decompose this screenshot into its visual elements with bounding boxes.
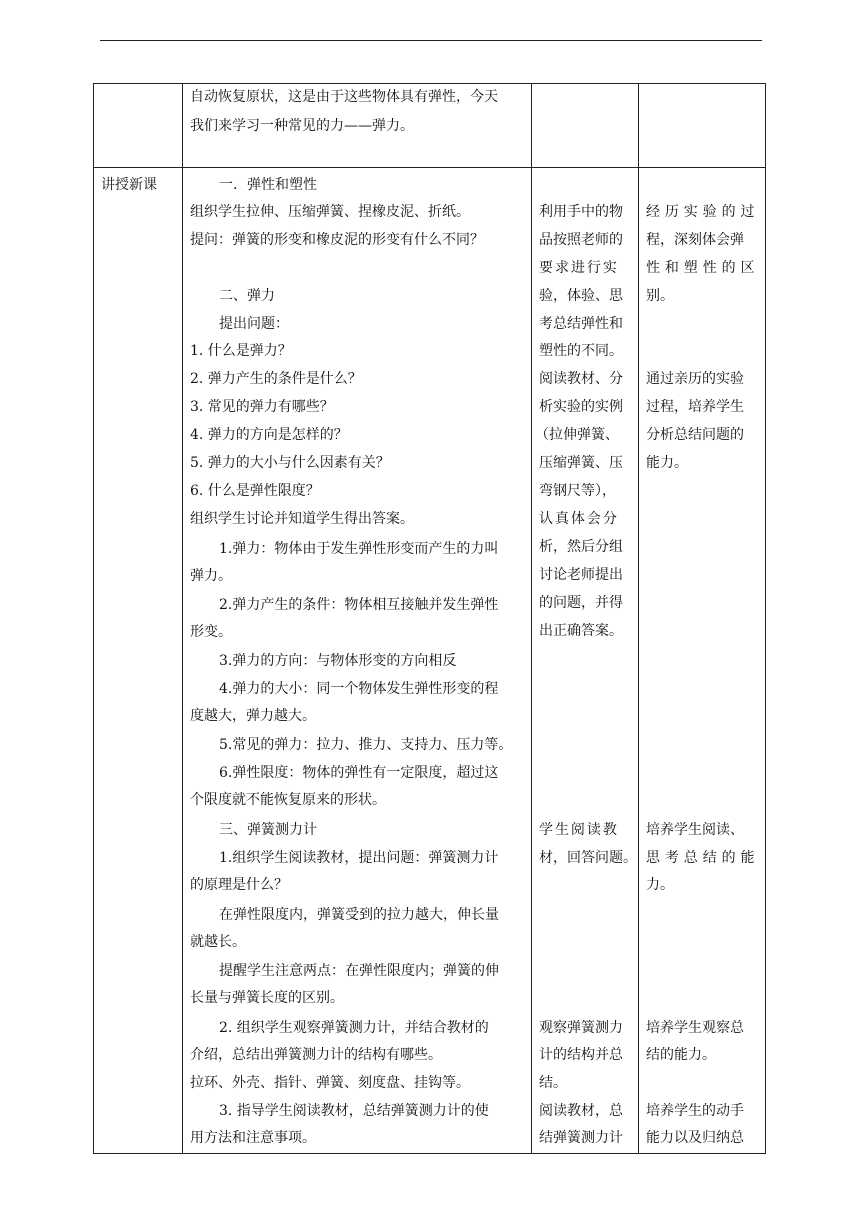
table-border-right — [765, 83, 766, 1154]
activity-line: 计的结构并总 — [539, 1047, 623, 1063]
table-border-bottom — [93, 1153, 766, 1154]
intent-line: 性和塑性的区 — [646, 260, 760, 276]
intent-line: 程，深刻体会弹 — [646, 232, 744, 248]
section-heading: 二、弹力 — [219, 288, 275, 304]
teaching-line: 用方法和注意事项。 — [190, 1130, 316, 1146]
intent-line: 培养学生观察总 — [646, 1020, 744, 1036]
activity-line: （拉伸弹簧、 — [535, 427, 619, 443]
teaching-line: 1.组织学生阅读教材，提出问题：弹簧测力计 — [219, 850, 499, 866]
section-label: 讲授新课 — [101, 177, 157, 193]
table-border-left — [93, 83, 94, 1154]
teaching-line: 就越长。 — [190, 934, 246, 950]
activity-line: 验，体验、思 — [539, 288, 623, 304]
answer-item: 4.弹力的大小：同一个物体发生弹性形变的程 — [219, 681, 499, 697]
teaching-line: 组织学生讨论并知道学生得出答案。 — [190, 511, 414, 527]
answer-item: 3.弹力的方向：与物体形变的方向相反 — [219, 653, 457, 669]
activity-line: 利用手中的物 — [539, 204, 623, 220]
intent-line: 培养学生的动手 — [646, 1103, 744, 1119]
activity-line: 塑性的不同。 — [539, 343, 623, 359]
activity-line: 观察弹簧测力 — [539, 1020, 623, 1036]
intro-line: 我们来学习一种常见的力——弹力。 — [190, 118, 414, 134]
intent-line: 能力。 — [646, 455, 688, 471]
question-item: 4. 弹力的方向是怎样的？ — [190, 427, 348, 443]
question-item: 2. 弹力产生的条件是什么？ — [190, 371, 362, 387]
activity-line: 压缩弹簧、压 — [539, 455, 623, 471]
column-divider-1 — [182, 83, 183, 1154]
teaching-line: 的原理是什么？ — [190, 877, 288, 893]
column-divider-3 — [638, 83, 639, 1154]
activity-line: 析实验的实例 — [539, 399, 623, 415]
activity-line: 讨论老师提出 — [539, 567, 623, 583]
teaching-line: 2. 组织学生观察弹簧测力计，并结合教材的 — [219, 1020, 489, 1036]
intent-line: 能力以及归纳总 — [646, 1130, 744, 1146]
answer-item: 形变。 — [190, 624, 232, 640]
teaching-line: 3. 指导学生阅读教材，总结弹簧测力计的使 — [219, 1103, 489, 1119]
activity-line: 认真体会分 — [539, 511, 619, 527]
page-header-rule — [100, 40, 762, 41]
intent-line: 通过亲历的实验 — [646, 371, 744, 387]
activity-line: 品按照老师的 — [539, 232, 623, 248]
activity-line: 阅读教材，总 — [539, 1103, 623, 1119]
intent-line: 别。 — [646, 288, 674, 304]
teaching-line: 组织学生拉伸、压缩弹簧、捏橡皮泥、折纸。 — [190, 204, 470, 220]
question-item: 3. 常见的弹力有哪些？ — [190, 399, 334, 415]
activity-line: 学生阅读教 — [539, 822, 619, 838]
intent-line: 分析总结问题的 — [646, 427, 744, 443]
activity-line: 考总结弹性和 — [539, 316, 623, 332]
teaching-line: 提出问题： — [219, 316, 289, 332]
teaching-line: 提醒学生注意两点：在弹性限度内；弹簧的伸 — [219, 963, 499, 979]
column-divider-2 — [531, 83, 532, 1154]
activity-line: 结弹簧测力计 — [539, 1130, 623, 1146]
teaching-line: 提问：弹簧的形变和橡皮泥的形变有什么不同？ — [190, 232, 484, 248]
answer-item: 度越大，弹力越大。 — [190, 708, 316, 724]
activity-line: 材，回答问题。 — [539, 850, 637, 866]
answer-item: 6.弹性限度：物体的弹性有一定限度，超过这 — [219, 765, 499, 781]
intro-line: 自动恢复原状，这是由于这些物体具有弹性，今天 — [190, 89, 498, 105]
answer-item: 2.弹力产生的条件：物体相互接触并发生弹性 — [219, 597, 499, 613]
section-heading: 一．弹性和塑性 — [219, 177, 317, 193]
activity-line: 的问题，并得 — [539, 595, 623, 611]
teaching-line: 介绍，总结出弹簧测力计的结构有哪些。 — [190, 1047, 442, 1063]
intent-line: 培养学生阅读、 — [646, 822, 744, 838]
answer-item: 5.常见的弹力：拉力、推力、支持力、压力等。 — [219, 737, 513, 753]
activity-line: 要求进行实 — [539, 260, 619, 276]
intent-line: 经历实验的过 — [646, 204, 760, 220]
activity-line: 出正确答案。 — [539, 623, 623, 639]
section-heading: 三、弹簧测力计 — [219, 822, 317, 838]
activity-line: 阅读教材、分 — [539, 371, 623, 387]
answer-item: 弹力。 — [190, 568, 232, 584]
teaching-line: 长量与弹簧长度的区别。 — [190, 990, 344, 1006]
intent-line: 结的能力。 — [646, 1047, 716, 1063]
teaching-line: 拉环、外壳、指针、弹簧、刻度盘、挂钩等。 — [190, 1075, 470, 1091]
answer-item: 个限度就不能恢复原来的形状。 — [190, 792, 386, 808]
question-item: 6. 什么是弹性限度？ — [190, 483, 320, 499]
answer-item: 1.弹力：物体由于发生弹性形变而产生的力叫 — [219, 541, 499, 557]
activity-line: 析，然后分组 — [539, 539, 623, 555]
lesson-plan-table — [93, 83, 766, 1154]
intent-line: 过程，培养学生 — [646, 399, 744, 415]
activity-line: 结。 — [539, 1075, 567, 1091]
activity-line: 弯钢尺等）， — [539, 483, 616, 499]
intent-line: 思考总结的能 — [646, 850, 760, 866]
question-item: 1. 什么是弹力？ — [190, 343, 292, 359]
intent-line: 力。 — [646, 877, 674, 893]
question-item: 5. 弹力的大小与什么因素有关？ — [190, 455, 390, 471]
row-divider — [93, 167, 766, 168]
teaching-line: 在弹性限度内，弹簧受到的拉力越大，伸长量 — [219, 907, 499, 923]
